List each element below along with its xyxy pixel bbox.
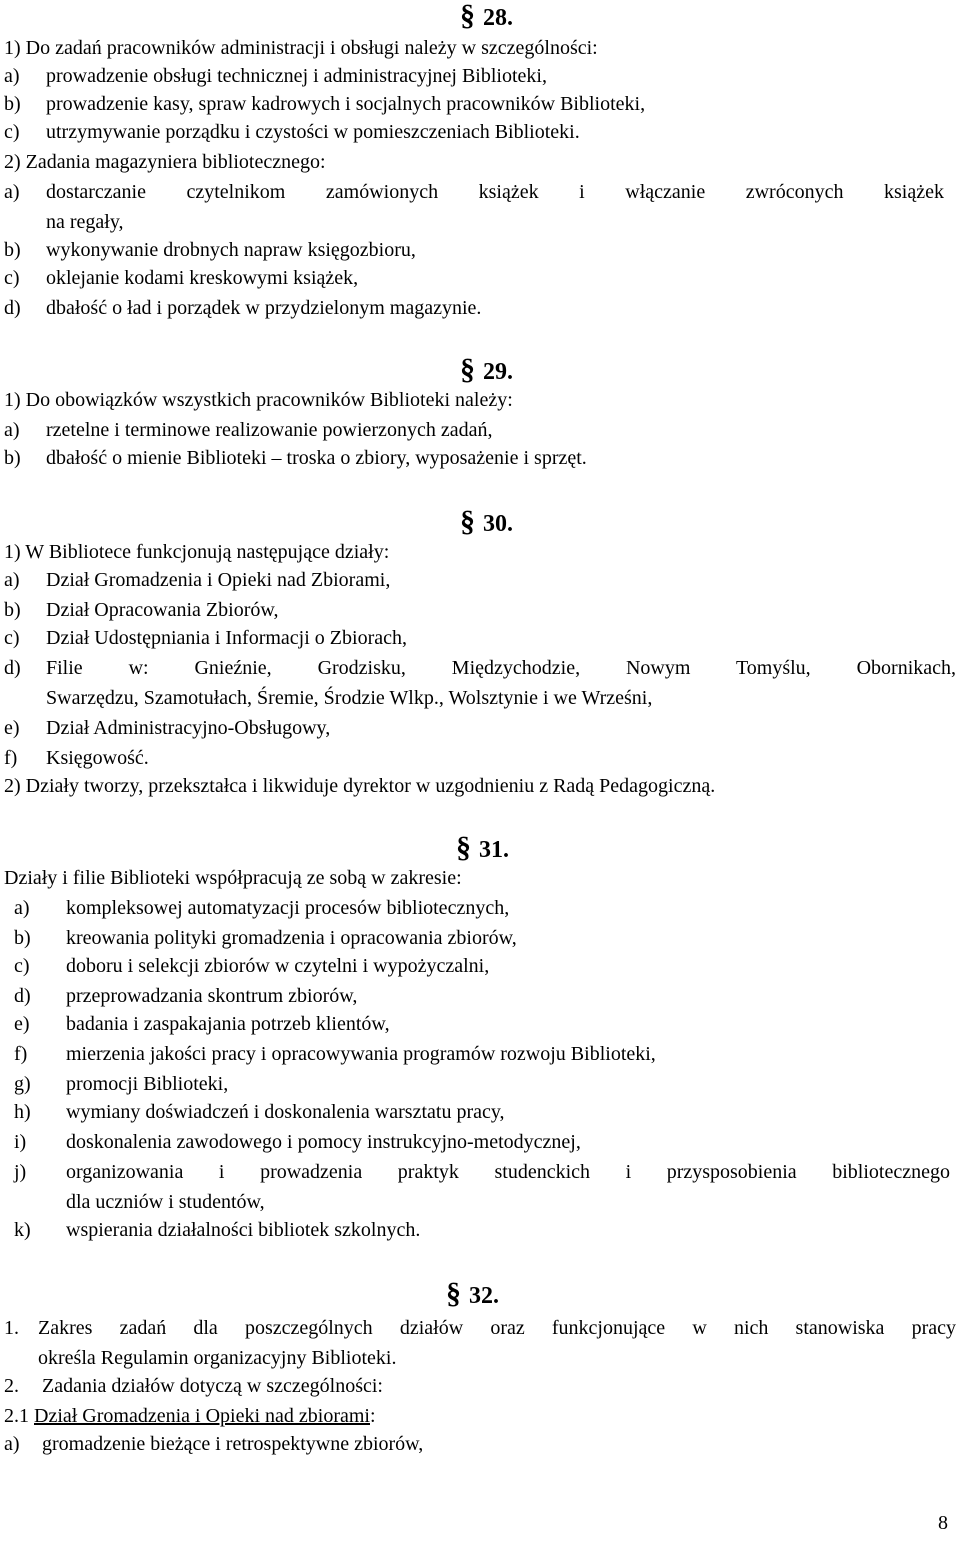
- list-item: a) dostarczanie czytelnikom zamówionych książek i włączanie zwróconych książek: [4, 181, 944, 203]
- section-32-point-1-continuation: określa Regulamin organizacyjny Biblioteki.: [38, 1347, 397, 1369]
- section-30-intro: 1) W Bibliotece funkcjonują następujące działy:: [4, 541, 390, 563]
- section-heading-29: § 29.: [460, 353, 513, 386]
- list-item-continuation: dla uczniów i studentów,: [66, 1191, 265, 1213]
- department-name-underlined: Dział Gromadzenia i Opieki nad zbiorami: [34, 1405, 370, 1427]
- section-31-intro: Działy i filie Biblioteki współpracują ze sobą w zakresie:: [4, 867, 462, 889]
- section-heading-30: § 30.: [460, 505, 513, 538]
- list-item: d) Filie w: Gnieźnie, Grodzisku, Międzychodzie, Nowym Tomyślu, Obornikach,: [4, 657, 956, 679]
- section-28-intro: 1) Do zadań pracowników administracji i obsługi należy w szczególności:: [4, 37, 598, 59]
- list-item: j) organizowania i prowadzenia praktyk studenckich i przysposobienia bibliotecznego: [14, 1161, 950, 1183]
- section-heading-28: § 28.: [460, 0, 513, 32]
- section-28-intro-2: 2) Zadania magazyniera bibliotecznego:: [4, 151, 326, 173]
- section-heading-32: § 32.: [446, 1277, 499, 1310]
- page-number: 8: [938, 1512, 948, 1534]
- paragraph-symbol: §: [460, 0, 475, 32]
- section-30-point-2: 2) Działy tworzy, przekształca i likwiduje dyrektor w uzgodnieniu z Radą Pedagogiczną.: [4, 775, 716, 797]
- list-item-continuation: Swarzędzu, Szamotułach, Śremie, Środzie Wlkp., Wolsztynie i we Wrześni,: [46, 687, 653, 709]
- document-page: § 28. 1) Do zadań pracowników administracji i obsługi należy w szczególności: a) prowadzenie obsługi technicznej i administracyjnej Biblioteki, b) prowadzenie kasy, spraw kadrowych i socjalnych pracowników Biblioteki, c) utrzymywanie porządku i czystości w pomieszczeniach Biblioteki. 2) Zadania magazyniera bibliotecznego: a) dostarczanie czytelnikom zamówionych książek i włączanie zwróconych książek na regały, b) wykonywanie drobnych napraw księgozbioru, c) oklejanie kodami kreskowymi książek, d) dbałość o ład i porządek w przydzielonym magazynie. § 29. 1) Do obowiązków wszystkich pracowników Biblioteki należy: a) rzetelne i terminowe realizowanie powierzonych zadań, b) dbałość o mienie Biblioteki – troska o zbiory, wyposażenie i sprzęt. § 30. 1) W Bibliotece funkcjonują następujące działy: a) Dział Gromadzenia i Opieki nad Zbiorami, b) Dział Opracowania Zbiorów, c) Dział Udostępniania i Informacji o Zbiorach, d) Filie w: Gnieźnie, Grodzisku, Międzychodzie, Nowym Tomyślu, Obornikach, Swarzędzu, Szamotułach, Śremie, Środzie Wlkp., Wolsztynie i we Wrześni, e) Dział Administracyjno-Obsługowy, f) Księgowość. 2) Działy tworzy, przekształca i likwiduje dyrektor w uzgodnieniu z Radą Pedagogiczną. § 31. Działy i filie Biblioteki współpracują ze sobą w zakresie: a) kompleksowej automatyzacji procesów bibliotecznych, b) kreowania polityki gromadzenia i opracowania zbiorów, c) doboru i selekcji zbiorów w czytelni i wypożyczalni, d) przeprowadzania skontrum zbiorów, e) badania i zaspakajania potrzeb klientów, f) mierzenia jakości pracy i opracowywania programów rozwoju Biblioteki, g) promocji Biblioteki, h) wymiany doświadczeń i doskonalenia warsztatu pracy, i) doskonalenia zawodowego i pomocy instrukcyjno-metodycznej, j) organizowania i prowadzenia praktyk studenckich i przysposobienia bibliotecznego dla uczniów i studentów, k) wspierania działalności bibliotek szkolnych. § 32. 1. Zakres zadań dla poszczególnych działów oraz funkcjonujące w nich stanowiska pracy określa Regulamin organizacyjny Biblioteki. 2. Zadania działów dotyczą w szczególności: 2.1 Dział Gromadzenia i Opieki nad zbiorami: a) gromadzenie bieżące i retrospektywne zbiorów, 8: [4, 0, 956, 1534]
- section-32-point-2-1: 2.1 Dział Gromadzenia i Opieki nad zbiorami:: [4, 1405, 376, 1427]
- list-item-continuation: na regały,: [46, 211, 124, 233]
- section-29-intro: 1) Do obowiązków wszystkich pracowników Biblioteki należy:: [4, 389, 513, 411]
- section-heading-31: § 31.: [456, 831, 509, 864]
- section-32-point-1: 1. Zakres zadań dla poszczególnych działów oraz funkcjonujące w nich stanowiska pracy: [4, 1317, 956, 1339]
